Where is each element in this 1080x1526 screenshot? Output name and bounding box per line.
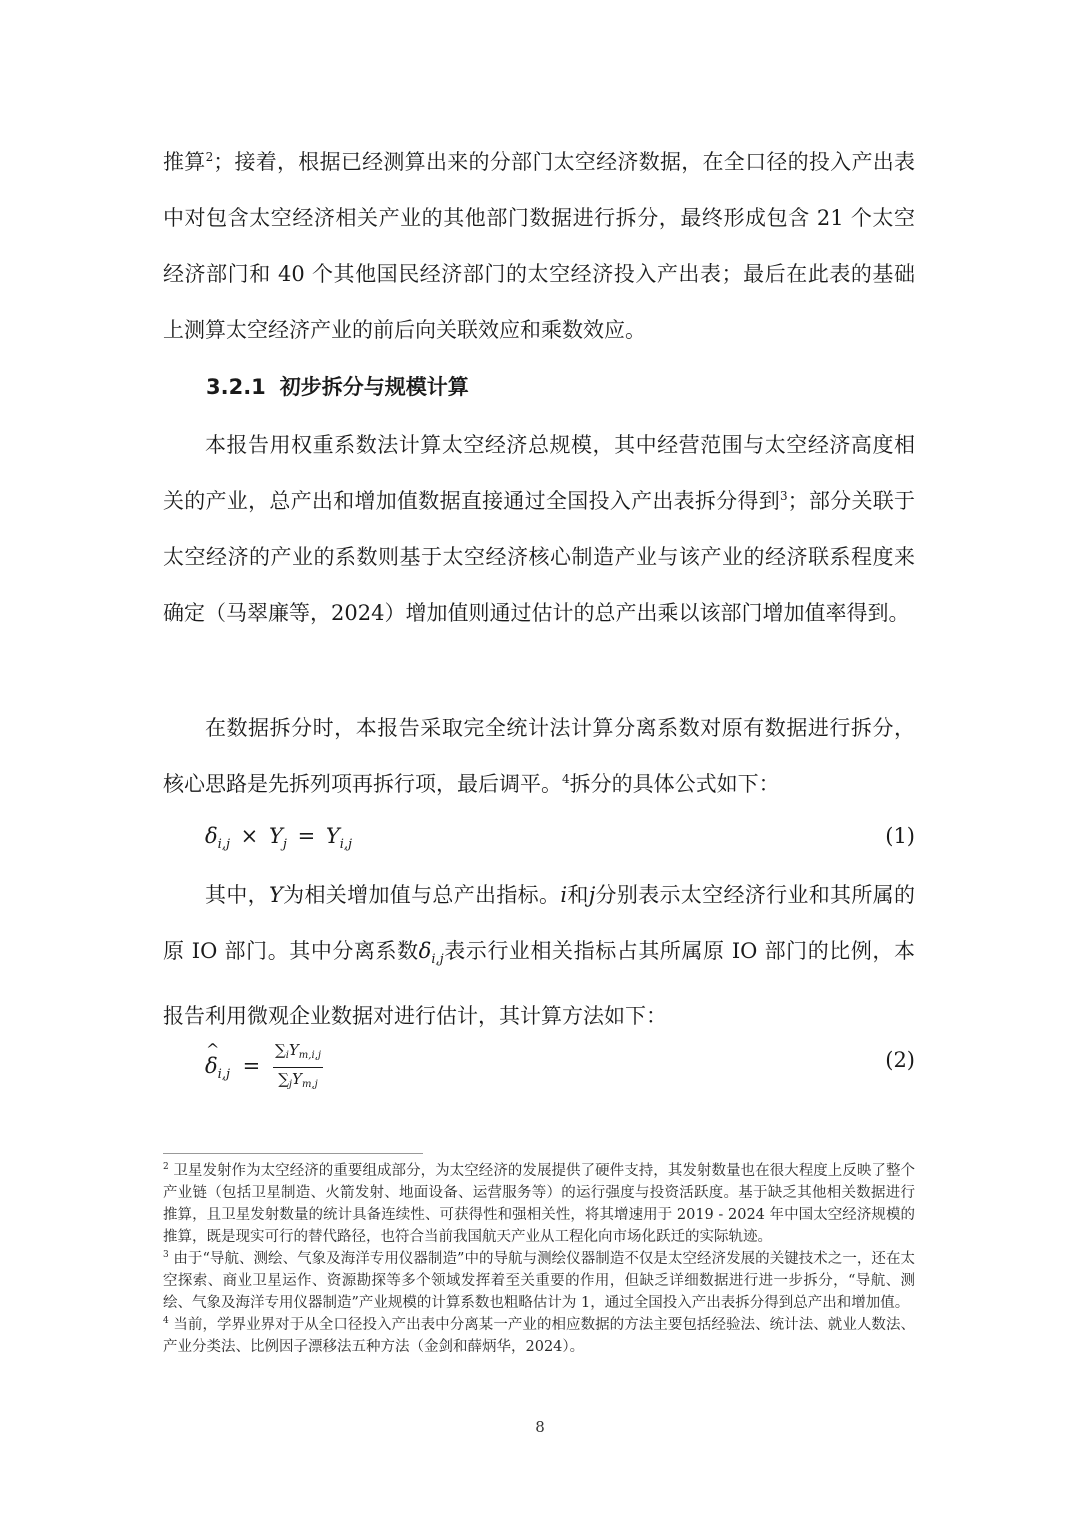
paragraph-3-start: 在数据拆分时，本报告采取完全统计法计算分离系数对原有数据进行拆分，核心思路是先拆列项再拆行项，最后调平。	[163, 716, 915, 796]
eq2-hat-mark: ^	[206, 1040, 220, 1059]
eq2-delta-sub: i,j	[217, 1067, 230, 1082]
paragraph-4	[163, 867, 915, 1044]
paragraph-2	[163, 417, 915, 641]
footnote-3-text: 由于“导航、测绘、气象及海洋专用仪器制造”中的导航与测绘仪器制造不仅是太空经济发展的关键技术之一，还在太空探索、商业卫星运作、资源勘探等多个领域发挥着至关重要的作用，但缺乏详细数据进行进一步拆分，“导航、测绘、气象及海洋专用仪器制造”产业规模的计算系数也粗略估计为 1，通过全国投入产出表拆分得到总产出和增加值。	[163, 1251, 916, 1311]
footnote-ref-4[interactable]: 4	[562, 772, 570, 786]
p4-var-i: i	[560, 883, 568, 907]
eq2-delta: δ	[205, 1054, 218, 1078]
section-number: 3.2.1	[206, 375, 266, 399]
p4-text-1: 其中，	[205, 883, 269, 907]
p4-var-y: Y	[268, 883, 283, 907]
equation-2-number: (2)	[885, 1048, 915, 1072]
eq2-den-sum: ∑	[278, 1070, 289, 1088]
paragraph-3	[163, 700, 915, 812]
p4-var-delta-sub: i,j	[431, 952, 444, 967]
footnote-4	[163, 1314, 915, 1358]
eq2-numerator	[273, 1040, 323, 1068]
equation-1	[205, 824, 915, 852]
footnote-ref-3[interactable]: 3	[779, 489, 788, 503]
paragraph-2-start: 本报告用权重系数法计算太空经济总规模，其中经营范围与太空经济高度相关的产业，总产出和增加值数据直接通过全国投入产出表拆分得到	[163, 433, 915, 513]
footnotes	[163, 1160, 915, 1358]
footnote-ref-2[interactable]: 2	[205, 150, 214, 164]
page-number: 8	[535, 1418, 545, 1436]
equation-1-number: (1)	[885, 824, 915, 848]
eq1-times: ×	[240, 824, 259, 848]
eq2-fraction	[273, 1040, 323, 1095]
p4-text-2: 为相关增加值与总产出指标。	[282, 883, 561, 907]
eq2-num-sum: ∑	[274, 1041, 286, 1059]
eq2-delta-hat	[205, 1040, 220, 1078]
eq2-denominator	[273, 1068, 323, 1095]
p4-text-5: 表示行业相关指标占其所属原 IO 部门的比例，本报告利用微观企业数据对进行估计，其计算方法如下：	[163, 939, 915, 1028]
eq1-rhs: Y	[325, 824, 340, 848]
eq2-den-sum-sub: j	[288, 1079, 293, 1090]
eq2-den-y: Y	[292, 1070, 302, 1088]
section-title: 初步拆分与规模计算	[279, 375, 469, 399]
paragraph-1	[163, 134, 915, 358]
footnote-4-text: 当前，学界业界对于从全口径投入产出表中分离某一产业的相应数据的方法主要包括经验法、统计法、就业人数法、产业分类法、比例因子漂移法五种方法（金剑和薛炳华，2024）。	[163, 1317, 915, 1355]
footnote-3	[163, 1248, 915, 1314]
eq1-equals: =	[297, 824, 316, 848]
eq1-y-sub: j	[282, 837, 287, 852]
p4-text-3: 和	[567, 883, 589, 907]
footnote-2-text: 卫星发射作为太空经济的重要组成部分，为太空经济的发展提供了硬件支持，其发射数量也在很大程度上反映了整个产业链（包括卫星制造、火箭发射、地面设备、运营服务等）的运行强度与投资活跃度。基于缺乏其他相关数据进行推算，且卫星发射数量的统计具备连续性、可获得性和强相关性，将其增速用于 2019 - 2024 年中国太空经济规模的推算，既是现实可行的替代路径，也符合当前我国航天产业从工程化向市场化跃迁的实际轨迹。	[163, 1163, 915, 1245]
paragraph-1-start: 推算	[163, 150, 206, 174]
paragraph-3-rest: 拆分的具体公式如下：	[569, 772, 780, 796]
footnote-separator	[163, 1153, 423, 1154]
section-heading	[206, 362, 469, 412]
eq2-den-y-sub: m,j	[301, 1079, 318, 1090]
paragraph-1-rest: ；接着，根据已经测算出来的分部门太空经济数据，在全口径的投入产出表中对包含太空经济相关产业的其他部门数据进行拆分，最终形成包含 21 个太空经济部门和 40 个其他国民经济部门的太空经济投入产出表；最后在此表的基础上测算太空经济产业的前后向关联效应和乘数效应。	[163, 150, 916, 342]
p4-var-j: j	[588, 883, 596, 907]
eq1-delta-sub: i,j	[217, 837, 230, 852]
eq2-num-y: Y	[288, 1041, 299, 1059]
eq1-rhs-sub: i,j	[339, 837, 353, 852]
eq1-delta: δ	[205, 824, 218, 848]
eq1-y: Y	[268, 824, 283, 848]
eq2-num-y-sub: m,i,j	[298, 1050, 321, 1061]
footnote-2	[163, 1160, 915, 1248]
paragraph-2-rest: ；部分关联于太空经济的产业的系数则基于太空经济核心制造产业与该产业的经济联系程度来确定（马翠廉等，2024）增加值则通过估计的总产出乘以该部门增加值率得到。	[163, 489, 916, 625]
p4-text-4: 分别表示太空经济行业和其所属的原 IO 部门。其中分离系数	[163, 883, 916, 963]
eq2-num-sum-sub: i	[285, 1050, 289, 1061]
footnote-2-mark: 2	[163, 1162, 169, 1173]
equation-2	[205, 1040, 915, 1095]
footnote-4-mark: 4	[163, 1316, 169, 1327]
footnote-3-mark: 3	[163, 1250, 169, 1261]
eq2-equals: =	[242, 1054, 261, 1078]
p4-var-delta: δ	[418, 939, 432, 963]
